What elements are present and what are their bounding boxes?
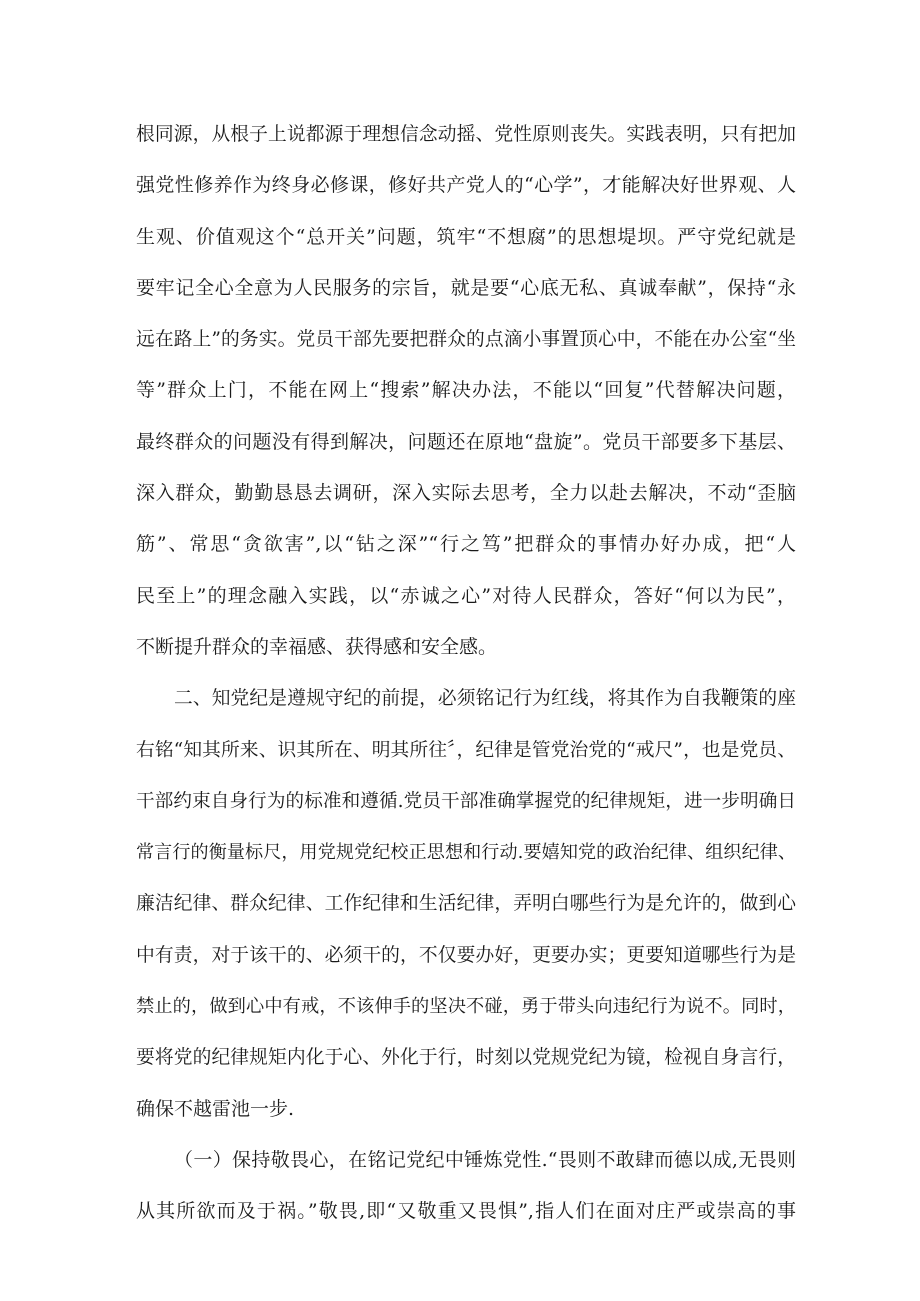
text-line: 最终群众的问题没有得到解决，问题还在原地“盘旋”。党员干部要多下基层、 xyxy=(136,430,796,453)
document-body xyxy=(136,109,796,1238)
paragraph-3 xyxy=(136,1135,796,1238)
text-line: 强党性修养作为终身必修课，修好共产党人的“心学”，才能解决好世界观、人 xyxy=(136,174,796,197)
text-line: （一）保持敬畏心，在铭记党纪中锤炼党性.“畏则不敢肆而德以成,无畏则 xyxy=(174,1148,796,1171)
text-line: 根同源，从根子上说都源于理想信念动摇、党性原则丧失。实践表明，只有把加 xyxy=(136,124,796,145)
paragraph-2 xyxy=(136,673,796,1135)
text-line: 民至上”的理念融入实践，以“赤诚之心”对待人民群众，答好“何以为民”， xyxy=(136,584,796,607)
text-line: 干部约束自身行为的标准和遵循.党员干部准确掌握党的纪律规矩，进一步明确日 xyxy=(136,790,796,812)
text-line: 要将党的纪律规矩内化于心、外化于行，时刻以党规党纪为镜，检视自身言行， xyxy=(136,1047,796,1069)
text-line: 廉洁纪律、群众纪律、工作纪律和生活纪律，弄明白哪些行为是允许的，做到心 xyxy=(136,893,796,915)
text-line: 深入群众，勤勤恳恳去调研，深入实际去思考，全力以赴去解决，不动“歪脑 xyxy=(136,482,796,505)
text-line: 常言行的衡量标尺，用党规党纪校正思想和行动.要嬉知党的政治纪律、组织纪律、 xyxy=(136,842,796,864)
text-line: 中有责，对于该干的、必须干的，不仅要办好，更要办实；更要知道哪些行为是 xyxy=(136,944,796,966)
text-line: 远在路上”的务实。党员干部先要把群众的点滴小事置顶心中，不能在办公室“坐 xyxy=(136,329,796,351)
text-line: 从其所欲而及于祸。”敬畏,即“又敬重又畏惧”,指人们在面对庄严或崇高的事 xyxy=(136,1200,796,1223)
text-line: 生观、价值观这个“总开关”问题，筑牢“不想腐”的思想堤坝。严守党纪就是 xyxy=(136,225,796,248)
text-line: 禁止的，做到心中有戒，不该伸手的坚决不碰，勇于带头向违纪行为说不。同时， xyxy=(136,996,796,1018)
text-line: 右铭“知其所来、识其所在、明其所往〞，纪律是管党治党的“戒尺”，也是党员、 xyxy=(136,739,796,761)
text-line: 确保不越雷池一步. xyxy=(136,1097,295,1120)
text-line: 要牢记全心全意为人民服务的宗旨，就是要“心底无私、真诚奉献”，保持“永 xyxy=(136,276,796,299)
text-line: 等”群众上门，不能在网上“搜索”解决办法，不能以“回复”代替解决问题， xyxy=(136,379,796,402)
text-line: 筋”、常思“贪欲害”,以“钻之深”“行之笃”把群众的事情办好办成，把“人 xyxy=(136,533,796,556)
paragraph-1 xyxy=(136,109,796,673)
text-line: 不断提升群众的幸福感、获得感和安全感。 xyxy=(136,635,498,658)
text-line: 二、知党纪是遵规守纪的前提，必须铭记行为红线，将其作为自我鞭策的座 xyxy=(174,688,796,710)
